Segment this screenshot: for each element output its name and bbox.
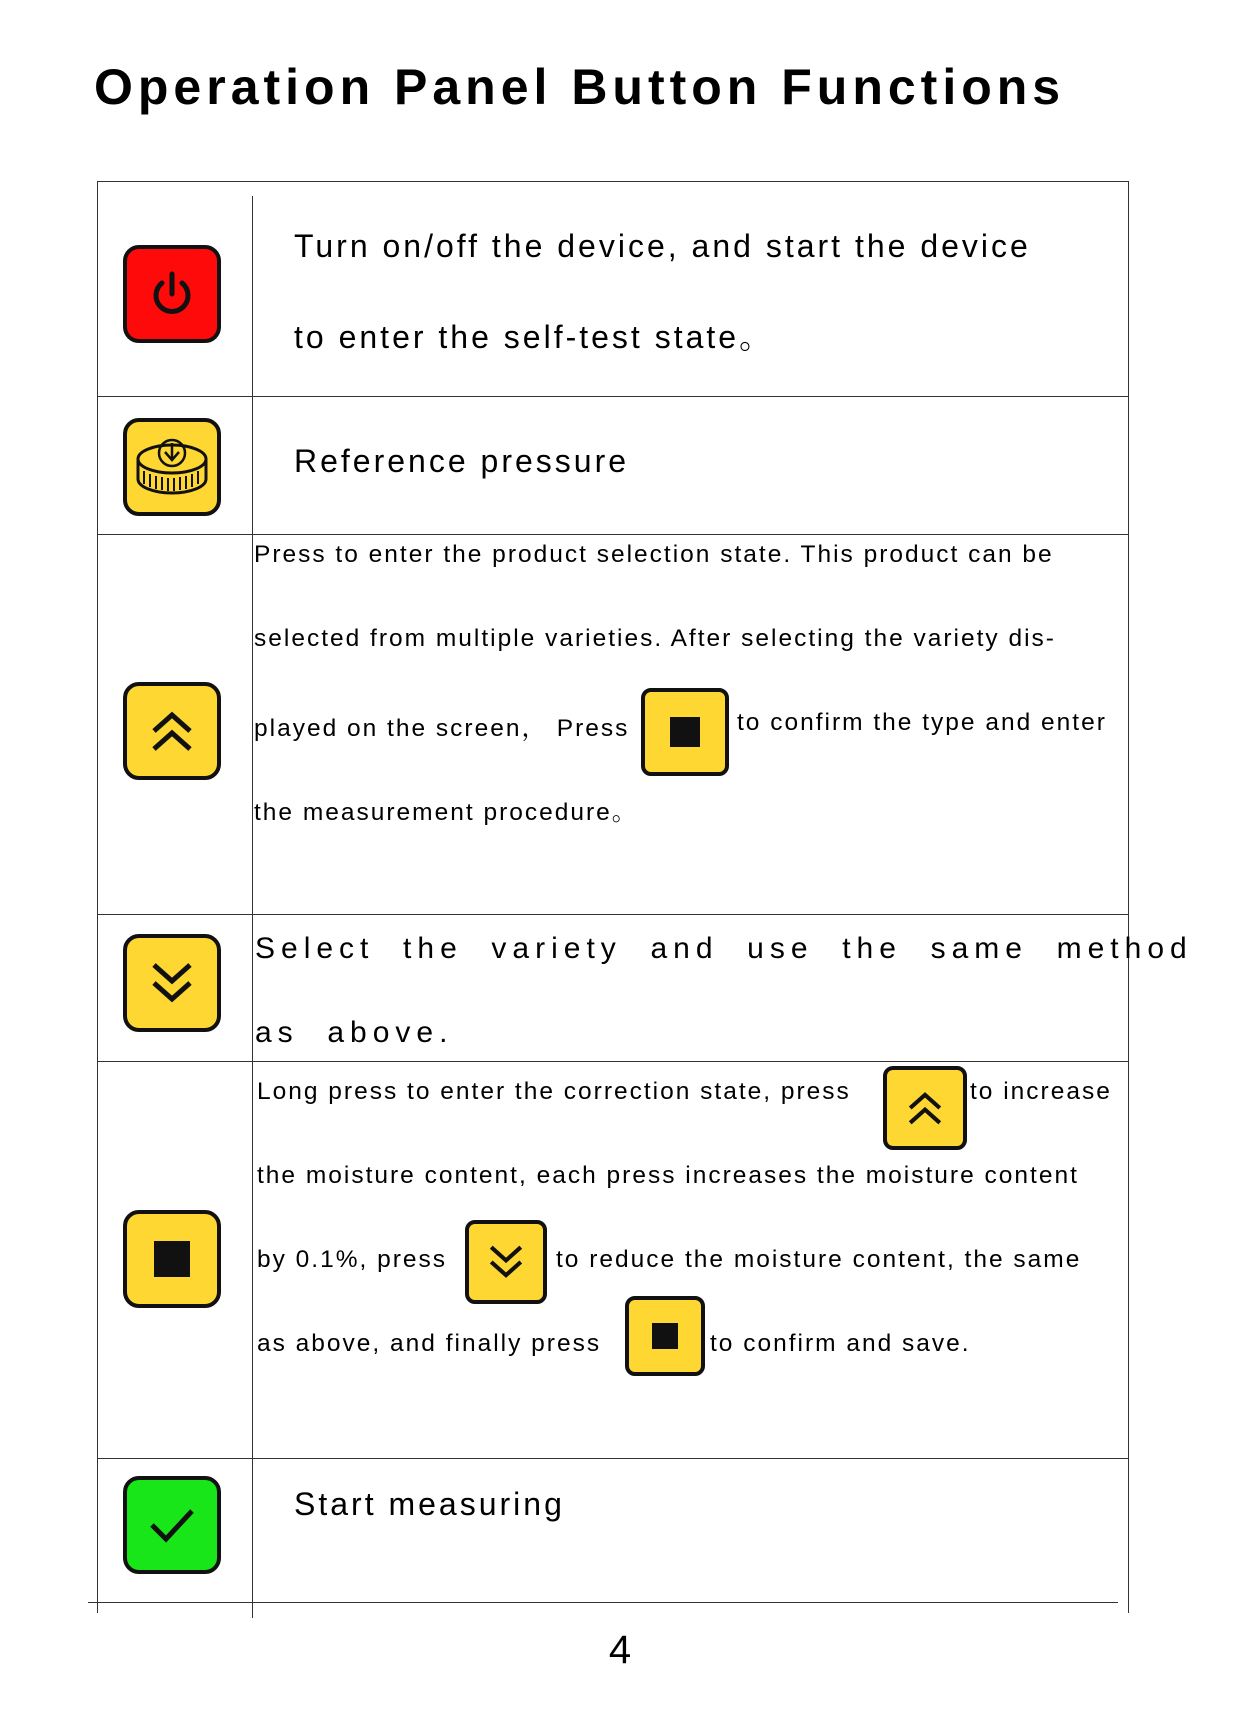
row-1-description-line-2: to enter the self-test state。 (294, 319, 775, 355)
down-button[interactable] (123, 934, 221, 1032)
table-top-border (97, 181, 1128, 182)
row-3-description-line-3b: to confirm the type and enter (737, 709, 1107, 736)
double-chevron-down-icon (144, 955, 200, 1011)
double-chevron-up-icon (144, 703, 200, 759)
inline-stop-button (625, 1296, 705, 1376)
stop-square-icon (652, 1323, 678, 1349)
reference-pressure-button[interactable] (123, 418, 221, 516)
row-5-description-line-3a: by 0.1%, press (257, 1246, 448, 1273)
start-button[interactable] (123, 1476, 221, 1574)
row-divider (97, 534, 1128, 535)
row-4-description-line-2: as above. (255, 1016, 454, 1049)
stop-button[interactable] (123, 1210, 221, 1308)
row-2-description: Reference pressure (294, 443, 630, 479)
table-right-border (1128, 181, 1129, 1613)
row-3-description-line-3a: played on the screen， Press (254, 715, 630, 742)
row-3-description-line-1: Press to enter the product selection state. This product can be (254, 541, 1054, 568)
pressure-dial-icon (128, 423, 216, 511)
power-button[interactable] (123, 245, 221, 343)
row-4-description-line-1: Select the variety and use the same method (255, 932, 1193, 965)
check-icon (142, 1495, 202, 1555)
power-icon (144, 266, 200, 322)
inline-up-button (883, 1066, 967, 1150)
row-5-description-line-2: the moisture content, each press increases the moisture content (257, 1162, 1079, 1189)
row-divider (97, 396, 1128, 397)
page-number: 4 (608, 1628, 632, 1672)
row-5-description-line-1a: Long press to enter the correction state, press (257, 1078, 851, 1105)
double-chevron-up-icon (902, 1085, 948, 1131)
up-button[interactable] (123, 682, 221, 780)
stop-square-icon (154, 1241, 190, 1277)
row-divider (97, 1458, 1128, 1459)
table-bottom-border (88, 1602, 1118, 1603)
double-chevron-down-icon (483, 1239, 529, 1285)
inline-down-button (465, 1220, 547, 1304)
inline-stop-button (641, 688, 729, 776)
row-3-description-line-2: selected from multiple varieties. After selecting the variety dis- (254, 625, 1056, 652)
row-divider (97, 914, 1128, 915)
row-5-description-line-1b: to increase (970, 1078, 1112, 1105)
row-6-description: Start measuring (294, 1486, 565, 1522)
row-5-description-line-4a: as above, and finally press (257, 1330, 602, 1357)
row-3-description-line-4: the measurement procedure。 (254, 799, 639, 826)
stop-square-icon (670, 717, 700, 747)
page-title: Operation Panel Button Functions (94, 59, 1066, 115)
row-1-description-line-1: Turn on/off the device, and start the device (294, 228, 1031, 264)
table-column-divider (252, 196, 253, 1618)
row-divider (97, 1061, 1128, 1062)
row-5-description-line-4b: to confirm and save. (710, 1330, 971, 1357)
row-5-description-line-3b: to reduce the moisture content, the same (556, 1246, 1082, 1273)
